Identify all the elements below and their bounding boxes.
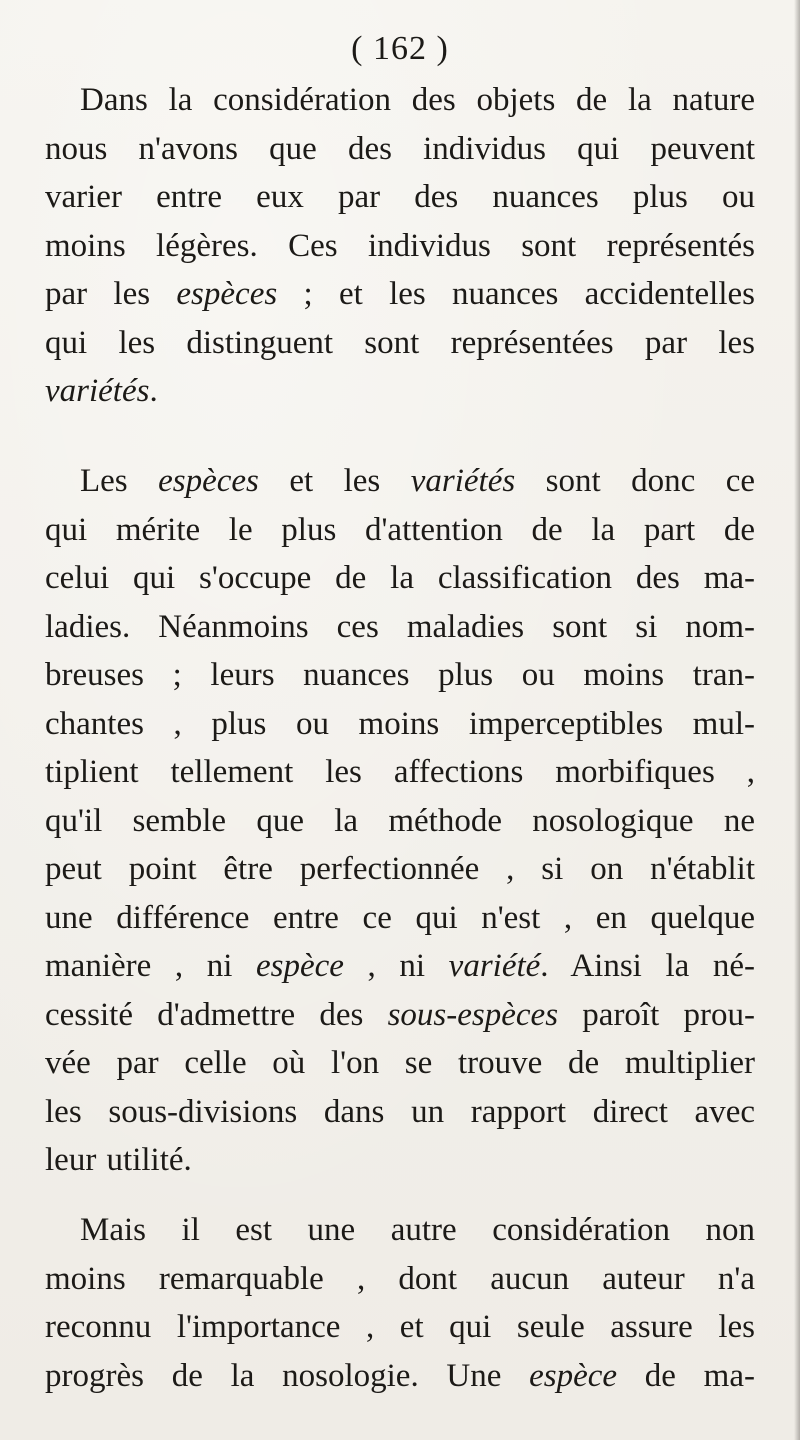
text-run: nous n'avons que des individus qui peuvent — [45, 130, 755, 167]
text-line — [45, 942, 755, 991]
page-number: ( 162 ) — [351, 30, 449, 67]
text-run: . — [149, 373, 158, 409]
text-line — [45, 748, 755, 797]
text-run: vée par celle où l'on se trouve de multiplier — [45, 1045, 755, 1081]
text-run: cessité d'admettre des — [45, 996, 388, 1033]
text-run: sont donc ce — [515, 463, 755, 499]
text-run: celui qui s'occupe de la classification des ma- — [45, 560, 755, 596]
text-run: reconnu l'importance , et qui seule assure les — [45, 1309, 755, 1345]
text-run: une différence entre ce qui n'est , en quelque — [45, 899, 755, 936]
text-run: Les — [80, 463, 159, 499]
text-line — [45, 991, 755, 1040]
italic-term: variétés — [410, 463, 516, 499]
text-line — [45, 222, 755, 271]
text-run: peut point être perfectionnée , si on n'établit — [45, 851, 755, 887]
text-run: leur utilité. — [45, 1142, 192, 1178]
text-run: ; et les nuances accidentelles — [277, 276, 756, 312]
paragraph — [45, 457, 755, 1185]
text-run: , ni — [343, 948, 449, 984]
text-line — [45, 894, 755, 943]
text-line — [45, 506, 755, 555]
text-line — [45, 1206, 755, 1255]
text-run: progrès de la nosologie. Une — [45, 1357, 530, 1394]
text-run: et les — [258, 463, 411, 499]
text-line — [45, 125, 755, 174]
text-line — [45, 1303, 755, 1352]
text-line — [45, 700, 755, 749]
italic-term: espèces — [158, 463, 259, 499]
text-line — [45, 1255, 755, 1304]
italic-term: sous-espèces — [387, 996, 559, 1033]
text-line — [45, 603, 755, 652]
text-run: les sous-divisions dans un rapport direct avec — [45, 1093, 755, 1130]
page-edge-shadow — [794, 0, 800, 1440]
text-run: moins remarquable , dont aucun auteur n'a — [45, 1260, 755, 1297]
text-run: manière , ni — [45, 948, 256, 984]
italic-term: espèce — [256, 948, 344, 984]
text-line — [45, 457, 755, 506]
text-line — [45, 270, 755, 319]
text-line — [45, 1136, 755, 1185]
text-run: tiplient tellement les affections morbifiques , — [45, 754, 755, 790]
text-line — [45, 651, 755, 700]
text-run: chantes , plus ou moins imperceptibles mul- — [45, 705, 755, 742]
text-run: qui les distinguent sont représentées par les — [45, 324, 755, 361]
text-line — [45, 554, 755, 603]
text-run: qui mérite le plus d'attention de la part de — [45, 511, 755, 548]
text-run: paroît prou- — [558, 996, 755, 1033]
text-run: de ma- — [617, 1357, 755, 1394]
text-run: varier entre eux par des nuances plus ou — [45, 179, 755, 215]
text-line — [45, 797, 755, 846]
text-line — [45, 173, 755, 222]
paragraph — [45, 1206, 755, 1400]
text-run: breuses ; leurs nuances plus ou moins tran- — [45, 657, 755, 693]
text-run: . Ainsi la né- — [540, 948, 755, 984]
text-line — [45, 1039, 755, 1088]
text-run: moins légères. Ces individus sont représentés — [45, 227, 755, 264]
italic-term: espèce — [529, 1357, 618, 1394]
text-line — [45, 76, 755, 125]
text-run: Dans la considération des objets de la nature — [80, 82, 755, 118]
text-run: qu'il semble que la méthode nosologique ne — [45, 802, 755, 839]
italic-term: espèces — [176, 276, 278, 312]
text-run: ladies. Néanmoins ces maladies sont si nom- — [45, 608, 755, 645]
text-run: par les — [45, 276, 177, 312]
text-line — [45, 1088, 755, 1137]
italic-term: variété — [448, 948, 541, 984]
italic-term: variétés — [45, 373, 150, 409]
paragraph — [45, 76, 755, 416]
text-run: Mais il est une autre considération non — [80, 1212, 755, 1248]
text-line — [45, 319, 755, 368]
text-line — [45, 1352, 755, 1401]
text-line — [45, 367, 755, 416]
text-line — [45, 845, 755, 894]
